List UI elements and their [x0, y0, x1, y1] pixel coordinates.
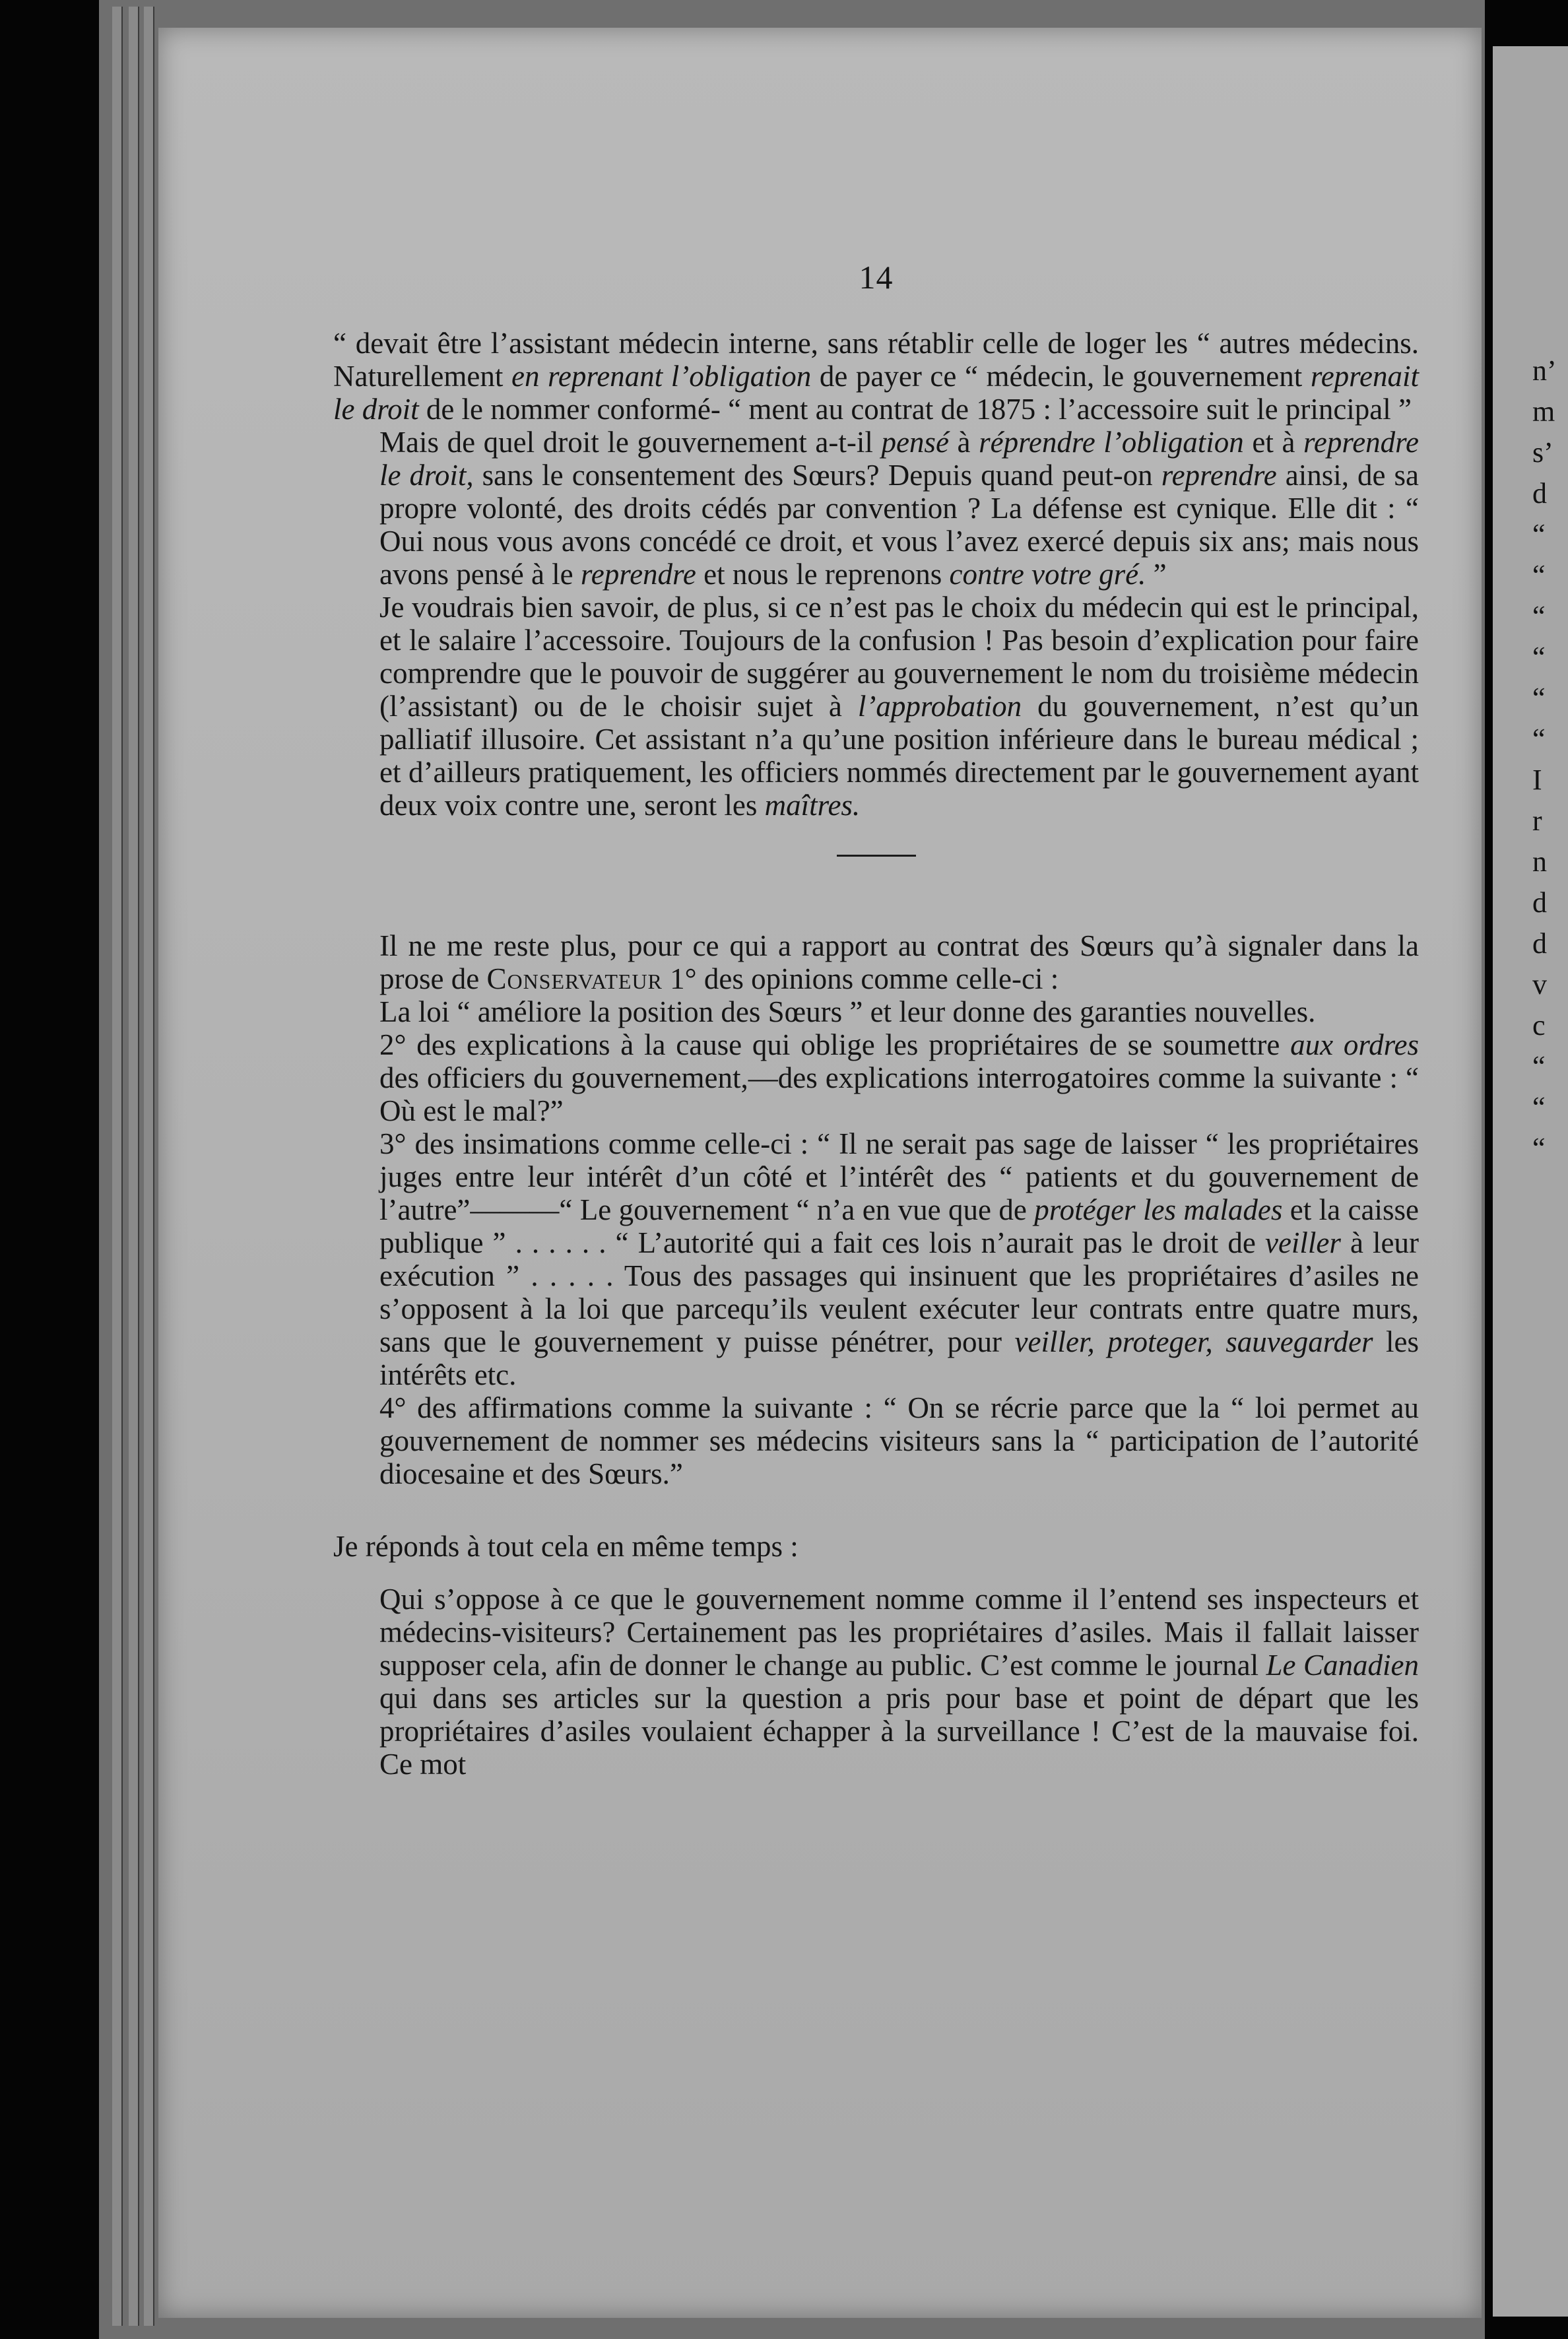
page-edge — [112, 7, 123, 2326]
paragraph — [333, 1028, 1419, 1127]
text-run: La loi “ améliore la position des Sœurs ” et leur donne des garanties nouvelles. — [379, 995, 1316, 1028]
italic-text: protéger les malades — [1034, 1193, 1283, 1226]
italic-text: reprendre — [1161, 459, 1277, 492]
facing-page-fragment: d — [1532, 927, 1547, 960]
text-run: 1° des opinions comme celle-ci : — [662, 962, 1059, 995]
text-run: Je voudrais bien savoir, de plus, si ce n’est pas le choix du médecin qui est le principal, et le salaire l’accessoire. Toujours de la confusion ! Pas besoin d’explication pour faire comprendre que le pouvoir de suggérer au gouvernement le nom du troisième médecin (l’assistant) ou de le choisir sujet à — [379, 591, 1419, 723]
facing-page-fragment: “ — [1532, 1132, 1546, 1164]
text-run: de le nommer conformé- “ ment au contrat de 1875 : l’accessoire suit le principal ” — [418, 393, 1412, 426]
text-run: 4° des affirmations comme la suivante : “ On se récrie parce que la “ loi permet au gouvernement de nommer ses médecins visiteurs sans la “ participation de l’autorité diocesaine et des Sœurs.” — [379, 1391, 1419, 1490]
facing-page-fragment: “ — [1532, 641, 1546, 673]
italic-text: réprendre l’obligation — [979, 426, 1244, 459]
italic-text: contre votre gré. — [949, 558, 1146, 591]
paragraph-quote — [333, 327, 1419, 426]
text-run: de payer ce “ médecin, le gouvernement — [811, 360, 1311, 393]
facing-page-fragment: n’ — [1532, 354, 1557, 387]
italic-text: aux ordres — [1290, 1028, 1419, 1061]
italic-text: veiller, proteger, sauvegarder — [1014, 1325, 1373, 1358]
facing-page-fragment: “ — [1532, 1091, 1546, 1123]
text-run: Qui s’oppose à ce que le gouvernement nomme comme il l’entend ses inspecteurs et médecins-visiteurs? Certainement pas les propriétaires d’asiles. Mais il fallait laisser supposer cela, afin de donner le change au public. C’est comme le journal — [379, 1583, 1419, 1682]
text-run: 2° des explications à la cause qui oblige les propriétaires de se soumettre — [379, 1028, 1291, 1061]
facing-page-fragment: n — [1532, 845, 1547, 878]
paragraph — [333, 1127, 1419, 1391]
facing-page — [1493, 46, 1568, 2317]
paragraph — [333, 1530, 1419, 1563]
facing-page-fragment: s’ — [1532, 436, 1553, 469]
facing-page-fragment: “ — [1532, 600, 1546, 632]
italic-text: reprenait le droit — [333, 360, 1419, 426]
italic-text: en reprenant l’obligation — [511, 360, 812, 393]
italic-text: l’approbation — [857, 690, 1022, 723]
facing-page-fragment: “ — [1532, 559, 1546, 591]
text-run: ainsi, de sa propre volonté, des droits cédés par convention ? La défense est cynique. Elle dit : “ Oui nous vous avons concédé ce droit, et vous l’avez exercé depuis six ans; mais nous avons pensé à le — [379, 459, 1419, 591]
facing-page-fragment: I — [1532, 764, 1542, 796]
facing-page-fragment: “ — [1532, 518, 1546, 550]
text-run: à leur exécution ” . . . . . Tous des passages qui insinuent que les propriétaires d’asiles ne s’opposent à la loi que parcequ’ils veulent exécuter leur contrats entre quatre murs, sans que le gouvernement y puisse pénétrer, pour — [379, 1226, 1420, 1358]
italic-text: Le Canadien — [1266, 1649, 1419, 1682]
text-run: des officiers du gouvernement,—des explications interrogatoires comme la suivante : “ Où est le mal?” — [379, 1061, 1419, 1127]
paragraph — [333, 1391, 1419, 1490]
italic-text: reprendre — [580, 558, 696, 591]
page-edge — [144, 7, 154, 2326]
facing-page-fragment: “ — [1532, 682, 1546, 714]
paragraph — [333, 426, 1419, 591]
text-run: à — [948, 426, 979, 459]
facing-page-fragment: d — [1532, 477, 1547, 510]
text-run: et à — [1243, 426, 1304, 459]
facing-page-fragment: “ — [1532, 1050, 1546, 1082]
facing-page-fragment: d — [1532, 886, 1547, 919]
text-run: Il ne me reste plus, pour ce qui a rapport au contrat des Sœurs qu’à signaler dans la prose de — [379, 929, 1419, 995]
facing-page-fragment: m — [1532, 395, 1555, 428]
paragraph — [333, 591, 1419, 822]
italic-text: pensé — [881, 426, 949, 459]
text-run: 3° des insimations comme celle-ci : “ Il ne serait pas sage de laisser “ les propriétaires juges entre leur intérêt d’un côté et l’intérêt des “ patients et du gouvernement de l’autre”———“ Le gouvernement “ n’a en vue que de — [379, 1127, 1419, 1226]
paragraph — [333, 1583, 1419, 1781]
page-edge — [129, 7, 139, 2326]
italic-text: reprendre le droit, — [379, 426, 1419, 492]
text-run: et la caisse publique ” . . . . . . “ L’autorité qui a fait ces lois n’aurait pas le droit de — [379, 1193, 1419, 1259]
text-run: Je réponds à tout cela en même temps : — [333, 1530, 799, 1563]
text-run: qui dans ses articles sur la question a pris pour base et point de départ que les propriétaires d’asiles voulaient échapper à la surveillance ! C’est de la mauvaise foi. Ce mot — [379, 1682, 1419, 1781]
facing-page-fragment: “ — [1532, 723, 1546, 755]
section-divider — [837, 855, 916, 857]
text-run: et nous le reprenons — [696, 558, 950, 591]
text-run: sans le consentement des Sœurs? Depuis quand peut-on — [473, 459, 1161, 492]
text-run: les intérêts etc. — [379, 1325, 1419, 1391]
italic-text: veiller — [1264, 1226, 1341, 1259]
text-run: Mais de quel droit le gouvernement a-t-il — [379, 426, 882, 459]
facing-page-fragment: c — [1532, 1009, 1546, 1041]
text-run: ” — [1146, 558, 1167, 591]
text-run: “ devait être l’assistant médecin interne, sans rétablir celle de loger les “ autres médecins. Naturellement — [333, 327, 1419, 393]
page-number: 14 — [859, 259, 894, 296]
page-content — [333, 261, 1419, 1781]
italic-text: maîtres. — [764, 789, 861, 822]
facing-page-fragment: r — [1532, 805, 1542, 837]
paragraph — [333, 929, 1419, 995]
facing-page-fragment: v — [1532, 968, 1547, 1001]
paragraph — [333, 995, 1419, 1028]
small-caps-text: Conservateur — [486, 962, 663, 995]
text-run: du gouvernement, n’est qu’un palliatif illusoire. Cet assistant n’a qu’une position inférieure dans le bureau médical ; et d’ailleurs pratiquement, les officiers nommés directement par le gouvernement ayant deux voix contre une, seront les — [379, 690, 1419, 822]
